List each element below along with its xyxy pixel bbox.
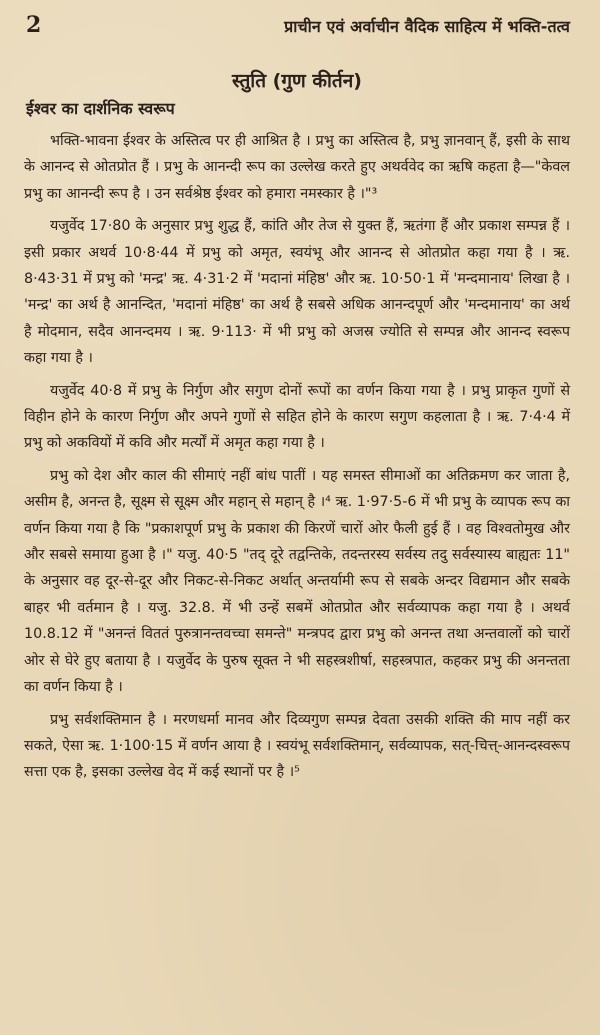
- running-title: प्राचीन एवं अर्वाचीन वैदिक साहित्य में भक्ति-तत्व: [284, 17, 570, 36]
- body-text: [24, 128, 570, 786]
- paragraph: प्रभु को देश और काल की सीमाएं नहीं बांध पातीं । यह समस्त सीमाओं का अतिक्रमण कर जाता है, असीम है, अनन्त है, सूक्ष्म से सूक्ष्म और महान् से महान् है ।⁴ ऋ. 1·97·5-6 में भी प्रभु के व्यापक रूप का वर्णन किया गया है कि "प्रकाशपूर्ण प्रभु के प्रकाश की किरणें चारों ओर फैली हुई हैं । वह विश्वतोमुख और और सबसे समाया हुआ है ।" यजु. 40·5 "तद् दूरे तद्वन्तिके, तदन्तरस्य सर्वस्य तदु सर्वस्यास्य बाह्यतः 11" के अनुसार वह दूर-से-दूर और निकट-से-निकट अर्थात् अन्तर्यामी रूप से सबके अन्दर विद्यमान और सबके बाहर भी वर्तमान है । यजु. 32.8. में भी उन्हें सबमें ओतप्रोत और सर्वव्यापक कहा गया है । अथर्व 10.8.12 में "अनन्तं विततं पुरुत्रानन्तवच्चा समन्ते" मन्त्रपद द्वारा प्रभु को अनन्त तथा अन्तवालों को चारों ओर से घेरे हुए बताया है । यजुर्वेद के पुरुष सूक्त ने भी सहस्त्रशीर्षा, सहस्त्रपात, कहकर प्रभु की अनन्तता का वर्णन किया है ।: [24, 467, 570, 696]
- page-number: 2: [26, 12, 42, 38]
- paragraph: भक्ति-भावना ईश्वर के अस्तित्व पर ही आश्रित है । प्रभु का अस्तित्व है, प्रभु ज्ञानवान् हैं, इसी के साथ के आनन्द से ओतप्रोत हैं । प्रभु के आनन्दी रूप का उल्लेख करते हुए अथर्ववेद का ऋषि कहता है—"केवल प्रभु का आनन्दी रूप है । उन सर्वश्रेष्ठ ईश्वर को हमारा नमस्कार है ।"³: [24, 132, 570, 202]
- subheading: ईश्वर का दार्शनिक स्वरूप: [26, 98, 175, 118]
- page-header: [24, 14, 570, 48]
- paragraph: यजुर्वेद 40·8 में प्रभु के निर्गुण और सगुण दोनों रूपों का वर्णन किया गया है । प्रभु प्राकृत गुणों से विहीन होने के कारण निर्गुण और अपने गुणों से सहित होने के कारण सगुण कहलाता है । ऋ. 7·4·4 में प्रभु को अकवियों में कवि और मर्त्यों में अमृत कहा गया है ।: [24, 382, 570, 452]
- section-title: स्तुति (गुण कीर्तन): [232, 70, 362, 92]
- paragraph: प्रभु सर्वशक्तिमान है । मरणधर्मा मानव और दिव्यगुण सम्पन्न देवता उसकी शक्ति की माप नहीं कर सकते, ऐसा ऋ. 1·100·15 में वर्णन आया है । स्वयंभू सर्वशक्तिमान्, सर्वव्यापक, सत्-चित्त्-आनन्दस्वरूप सत्ता एक है, इसका उल्लेख वेद में कई स्थानों पर है ।⁵: [24, 711, 570, 781]
- paragraph: यजुर्वेद 17·80 के अनुसार प्रभु शुद्ध हैं, कांति और तेज से युक्त हैं, ऋतंगा हैं और प्रकाश सम्पन्न हैं । इसी प्रकार अथर्व 10·8·44 में प्रभु को अमृत, स्वयंभू और आनन्द से ओतप्रोत कहा गया है । ऋ. 8·43·31 में प्रभु को 'मन्द्र' ऋ. 4·31·2 में 'मदानां मंहिष्ठ' और ऋ. 10·50·1 में 'मन्दमानाय' लिखा है । 'मन्द्र' का अर्थ है आनन्दित, 'मदानां मंहिष्ठ' का अर्थ है सबसे अधिक आनन्दपूर्ण और 'मन्दमानाय' का अर्थ है मोदमान, सदैव आनन्दमय । ऋ. 9·113· में भी प्रभु को अजस्र ज्योति से सम्पन्न और आनन्द स्वरूप कहा गया है ।: [24, 218, 570, 367]
